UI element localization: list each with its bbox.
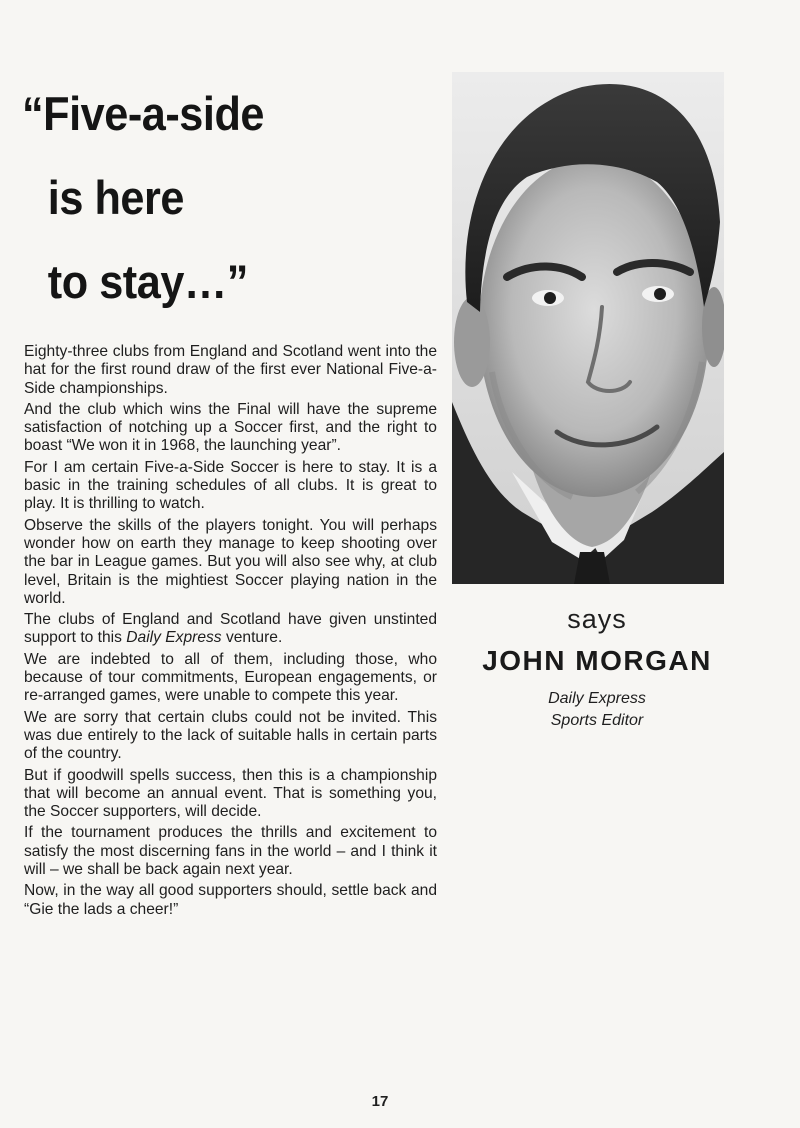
byline-says: says [567,604,627,634]
paragraph: We are indebted to all of them, including those, who because of tour commitments, European engagements, or re-arranged games, were unable to compete this year. [24,650,437,705]
author-role-line-1: Daily Express [548,690,646,707]
paragraph: Observe the skills of the players tonight. You will perhaps wonder how on earth they manage to keep shooting over the bar in League games. But you will also see why, at club level, Britain is the mightiest Soccer playing nation in the world. [24,516,437,607]
paragraph: For I am certain Five-a-Side Soccer is here to stay. It is a basic in the training schedules of all clubs. It is great to play. It is thrilling to watch. [24,458,437,513]
headline [22,72,390,324]
paragraph: If the tournament produces the thrills and excitement to satisfy the most discerning fans in the world – and I think it will – we shall be back again next year. [24,824,437,879]
paragraph: Eighty-three clubs from England and Scotland went into the hat for the first round draw of the first ever National Five-a-Side championships. [24,343,437,397]
paragraph-support [24,611,437,648]
headline-line-3: to stay…” [47,255,248,308]
paragraph: And the club which wins the Final will have the supreme satisfaction of notching up a Soccer first, and the right to boast “We won it in 1968, the launching year”. [24,400,437,455]
author-role-line-2: Sports Editor [550,712,644,729]
paragraph: We are sorry that certain clubs could not be invited. This was due entirely to the lack of suitable halls in certain parts of the country. [24,708,437,763]
support-text: The clubs of England and Scotland have given unstinted support to this [24,611,437,647]
headline-line-1: “Five-a-side [22,87,265,140]
article-body [24,343,437,922]
page-number: 17 [371,1093,389,1110]
support-text-end: venture. [221,629,283,647]
headline-line-2: is here [47,171,184,224]
paragraph: Now, in the way all good supporters should, settle back and “Gie the lads a cheer!” [24,882,437,918]
author-name: JOHN MORGAN [482,645,712,676]
paragraph: But if goodwill spells success, then this is a championship that will become an annual event. That is something you, the Soccer supporters, will decide. [24,766,437,821]
newspaper-name: Daily Express [126,629,222,647]
author-role [452,688,742,732]
portrait-photo [452,72,724,584]
